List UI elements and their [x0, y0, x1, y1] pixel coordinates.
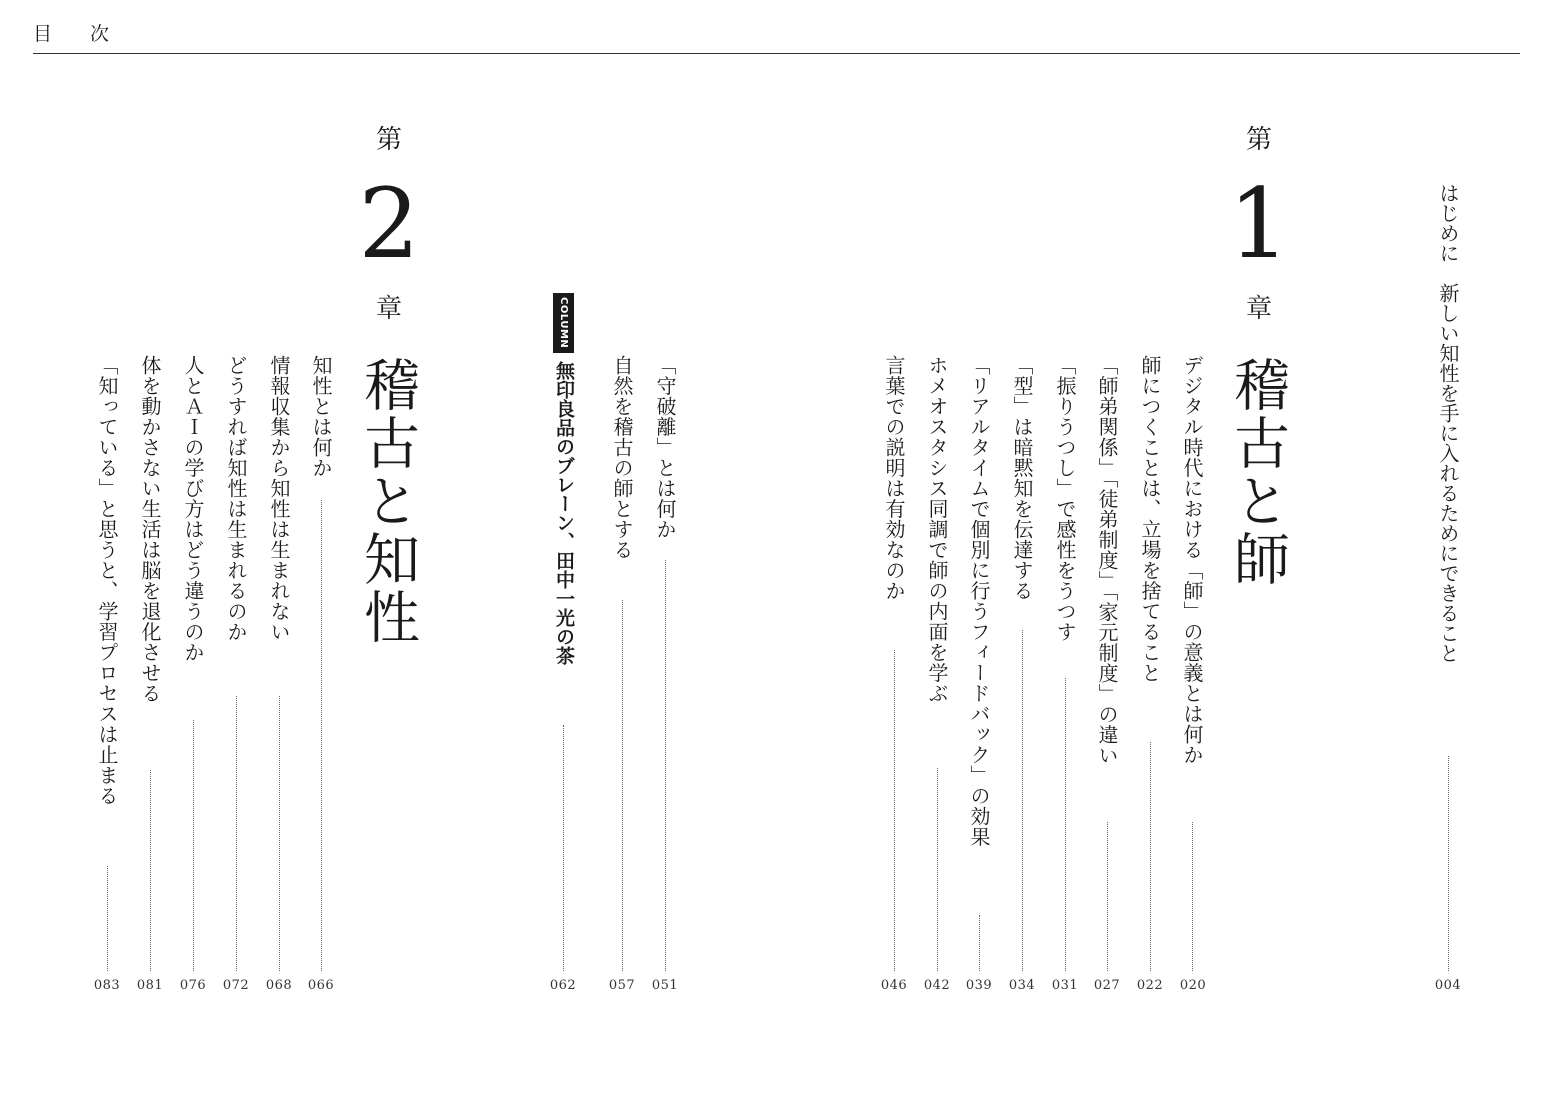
dot-leader — [1065, 678, 1066, 971]
dot-leader — [236, 696, 237, 971]
toc-entry[interactable]: 情報収集から知性は生まれない — [267, 355, 291, 642]
toc-entry[interactable]: 言葉での説明は有効なのか — [882, 355, 906, 601]
chapter2-dai: 第 — [375, 125, 402, 155]
page-number: 027 — [1093, 978, 1121, 993]
dot-leader — [1192, 822, 1193, 971]
column-title[interactable]: 無印良品のブレーン、田中一光の茶 — [553, 361, 575, 665]
toc-entry[interactable]: 師につくことは、立場を捨てること — [1138, 355, 1162, 683]
dot-leader — [107, 866, 108, 971]
chapter2-title[interactable]: 稽古と知性 — [355, 356, 420, 646]
chapter2-sho: 章 — [375, 294, 402, 324]
page-number: 068 — [265, 978, 293, 993]
toc-entry[interactable]: 知性とは何か — [309, 355, 333, 478]
chapter1-number: 1 — [1228, 168, 1290, 280]
page-number: 076 — [179, 978, 207, 993]
dot-leader — [979, 915, 980, 971]
column-badge: COLUMN — [553, 293, 574, 353]
page-number: 057 — [608, 978, 636, 993]
dot-leader — [894, 650, 895, 971]
toc-entry[interactable]: 体を動かさない生活は脳を退化させる — [138, 355, 162, 704]
toc-entry[interactable]: 「リアルタイムで個別に行うフィードバック」の効果 — [967, 355, 991, 847]
page-number: 046 — [880, 978, 908, 993]
toc-entry[interactable]: 「型」は暗黙知を伝達する — [1010, 355, 1034, 601]
header-divider — [33, 53, 1520, 54]
dot-leader — [622, 600, 623, 971]
page-number: 083 — [93, 978, 121, 993]
page-number: 004 — [1434, 978, 1462, 993]
dot-leader — [1107, 822, 1108, 971]
toc-entry[interactable]: 「師弟関係」「徒弟制度」「家元制度」の違い — [1095, 355, 1119, 766]
page-number: 051 — [651, 978, 679, 993]
page-number: 039 — [965, 978, 993, 993]
dot-leader — [150, 770, 151, 971]
toc-entry[interactable]: 自然を稽古の師とする — [610, 355, 634, 560]
toc-intro-entry[interactable]: はじめに 新しい知性を手に入れるためにできること — [1436, 183, 1460, 663]
toc-entry[interactable]: 「振りうつし」で感性をうつす — [1053, 355, 1077, 642]
toc-entry[interactable]: 「守破離」とは何か — [653, 355, 677, 540]
dot-leader — [937, 768, 938, 971]
page-number: 034 — [1008, 978, 1036, 993]
page-number: 072 — [222, 978, 250, 993]
toc-entry[interactable]: デジタル時代における「師」の意義とは何か — [1180, 355, 1204, 765]
dot-leader — [1150, 742, 1151, 971]
dot-leader — [1448, 756, 1449, 971]
page-number: 062 — [549, 978, 577, 993]
toc-entry[interactable]: 「知っている」と思うと、学習プロセスは止まる — [95, 355, 119, 806]
page-number: 031 — [1051, 978, 1079, 993]
page-number: 022 — [1136, 978, 1164, 993]
page-header-title: 目 次 — [33, 23, 126, 45]
toc-entry[interactable]: どうすれば知性は生まれるのか — [224, 355, 248, 642]
toc-entry[interactable]: 人とＡＩの学び方はどう違うのか — [181, 355, 205, 663]
toc-entry[interactable]: ホメオスタシス同調で師の内面を学ぶ — [925, 355, 949, 704]
dot-leader — [279, 696, 280, 971]
dot-leader — [321, 500, 322, 971]
chapter1-sho: 章 — [1245, 294, 1272, 324]
chapter1-dai: 第 — [1245, 125, 1272, 155]
dot-leader — [1022, 630, 1023, 971]
dot-leader — [193, 720, 194, 971]
page-number: 020 — [1179, 978, 1207, 993]
page-number: 081 — [136, 978, 164, 993]
page-number: 066 — [307, 978, 335, 993]
chapter2-number: 2 — [358, 168, 420, 280]
dot-leader — [563, 725, 564, 971]
chapter1-title[interactable]: 稽古と師 — [1225, 356, 1290, 588]
dot-leader — [665, 560, 666, 971]
page-number: 042 — [923, 978, 951, 993]
